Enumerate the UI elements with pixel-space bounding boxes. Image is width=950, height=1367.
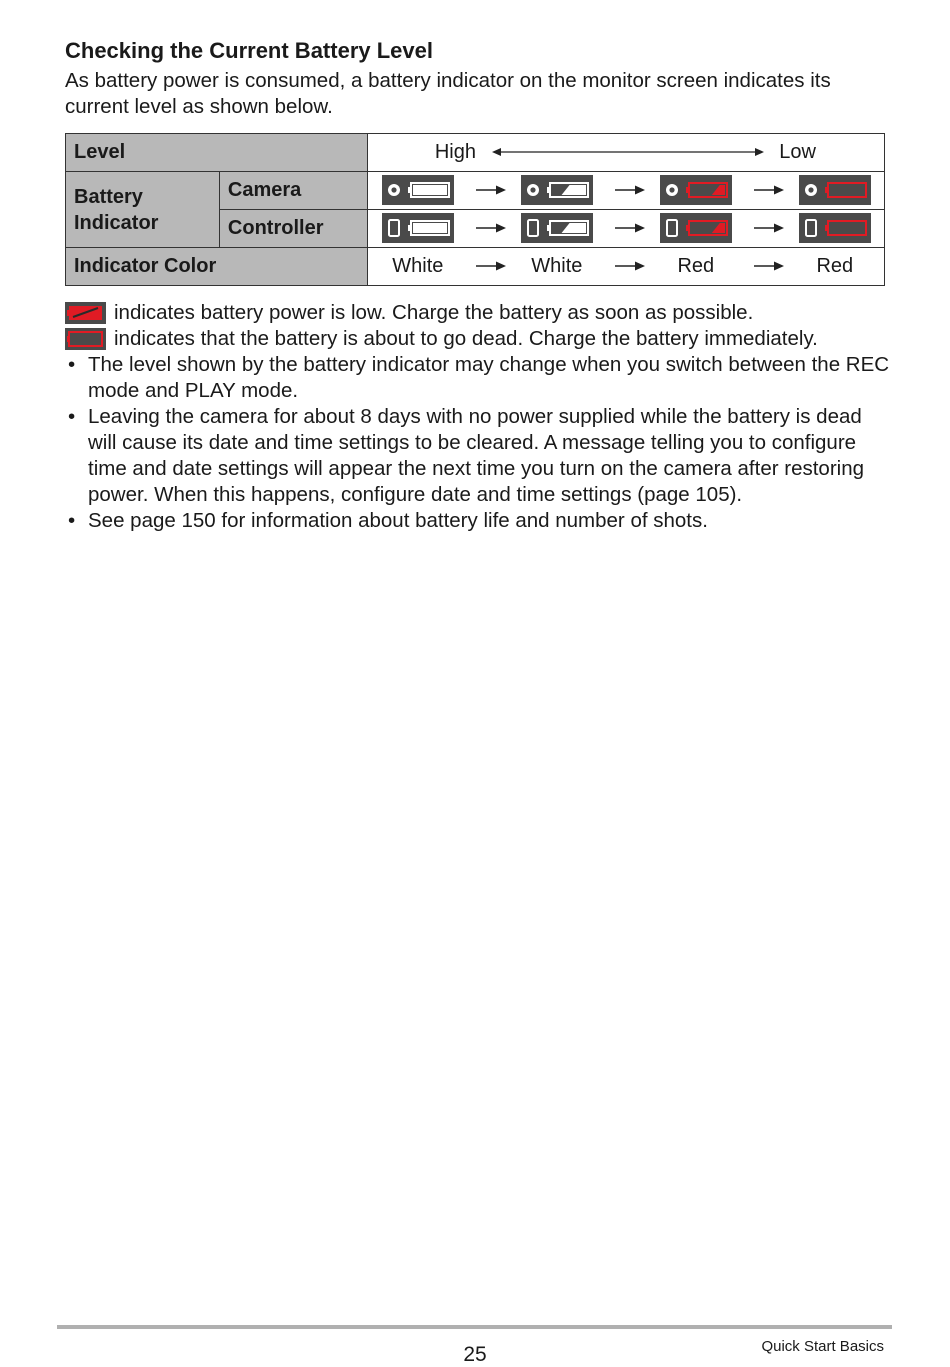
right-arrow-icon [615,256,645,276]
controller-indicator-sequence [368,210,884,247]
indicator-color-value: Red [816,255,854,277]
bullet-item: • See page 150 for information about battery life and number of shots. [65,508,895,534]
controller-label: Controller [219,210,367,248]
page-number: 25 [463,1343,487,1366]
low-battery-icon [65,302,106,324]
intro-paragraph: As battery power is consumed, a battery indicator on the monitor screen indicates its current level as shown below. [65,69,831,118]
indicator-color-value: Red [677,255,715,277]
camera-row [66,172,885,210]
indicator-color-header: Indicator Color [66,248,368,286]
arrow-wrapper [476,218,506,244]
level-header: Level [66,134,368,172]
indicator-color-value: White [392,255,444,277]
controller-indicator-slot [521,213,593,243]
notes-section [65,300,895,534]
indicator-color-sequence [368,248,884,285]
right-arrow-icon [476,256,506,276]
controller-battery-icon [521,213,593,243]
camera-battery-icon [660,175,732,205]
arrow-wrapper [754,180,784,206]
camera-indicator-slot [521,175,593,205]
camera-indicator-sequence [368,172,884,209]
level-row [66,134,885,172]
low-battery-note-text: indicates battery power is low. Charge the battery as soon as possible. [114,301,754,324]
dead-battery-note-text: indicates that the battery is about to go dead. Charge the battery immediately. [114,327,818,350]
indicator-color-value: White [531,255,583,277]
arrow-wrapper [615,180,645,206]
controller-indicator-slot [660,213,732,243]
controller-battery-icon [660,213,732,243]
battery-indicator-header: Battery Indicator [66,172,220,248]
low-battery-note [65,300,895,326]
camera-battery-icon [382,175,454,205]
right-arrow-icon [754,218,784,238]
controller-indicator-slot [382,213,454,243]
right-arrow-icon [754,256,784,276]
right-arrow-icon [754,180,784,200]
indicator-color-row [66,248,885,286]
arrow-wrapper [476,256,506,282]
right-arrow-icon [615,180,645,200]
footer-rule [57,1325,892,1329]
bullet-item: • Leaving the camera for about 8 days with no power supplied while the battery is dead will cause its date and time settings to be cleared. A message telling you to configure time and date settings will appear the next time you turn on the camera after restoring power. When this happens, configure date and time settings (page 105). [65,404,895,508]
arrow-wrapper [476,180,506,206]
right-arrow-icon [615,218,645,238]
section-heading: Checking the Current Battery Level [65,38,433,63]
controller-indicator-slot [799,213,871,243]
bullet-list [65,352,895,534]
arrow-wrapper [754,218,784,244]
camera-indicator-slot [799,175,871,205]
level-high-label: High [434,141,476,163]
right-arrow-icon [476,180,506,200]
right-arrow-icon [476,218,506,238]
battery-level-table [65,133,885,286]
arrow-wrapper [615,256,645,282]
camera-label: Camera [219,172,367,210]
arrow-wrapper [754,256,784,282]
arrow-wrapper [615,218,645,244]
camera-battery-icon [799,175,871,205]
footer-section-name: Quick Start Basics [761,1338,884,1355]
dead-battery-note [65,326,895,352]
level-low-label: Low [779,141,816,163]
level-scale [367,134,884,172]
double-arrow-icon [492,145,764,159]
dead-battery-icon [65,328,106,350]
camera-indicator-slot [382,175,454,205]
controller-battery-icon [799,213,871,243]
camera-indicator-slot [660,175,732,205]
camera-battery-icon [521,175,593,205]
controller-battery-icon [382,213,454,243]
bullet-item: • The level shown by the battery indicator may change when you switch between the REC mode and PLAY mode. [65,352,895,404]
